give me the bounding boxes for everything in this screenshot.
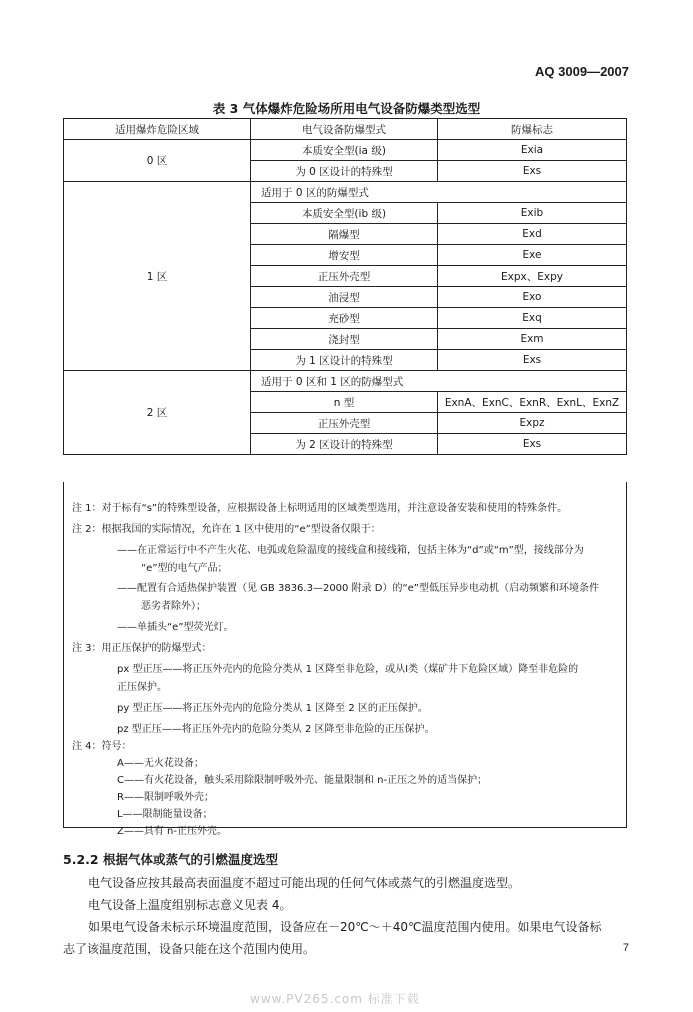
note-2-item-a: ——在正常运行中不产生火花、电弧或危险温度的接线盒和接线箱，包括主体为“d”或“m”型，接线部分为 [117, 545, 584, 556]
type-cell: 为 2 区设计的特殊型 [251, 434, 438, 455]
column-header: 防爆标志 [438, 119, 627, 140]
mark-cell: Exq [438, 308, 627, 329]
table-row [64, 371, 627, 392]
mark-cell: Exib [438, 203, 627, 224]
type-cell: 油浸型 [251, 287, 438, 308]
column-header: 电气设备防爆型式 [251, 119, 438, 140]
type-cell: 为 1 区设计的特殊型 [251, 350, 438, 371]
note-4-c: C——有火花设备，触头采用除限制呼吸外壳、能量限制和 n-正压之外的适当保护； [117, 775, 488, 786]
zone-cell: 0 区 [64, 140, 251, 182]
mark-cell: Exd [438, 224, 627, 245]
mark-cell: Exs [438, 350, 627, 371]
type-cell: 正压外壳型 [251, 266, 438, 287]
type-cell: 为 0 区设计的特殊型 [251, 161, 438, 182]
table-notes [63, 482, 627, 837]
type-cell: n 型 [251, 392, 438, 413]
note-2-item-b: ——配置有合适热保护装置（见 GB 3836.3—2000 附录 D）的“e”型低压异步电动机（启动频繁和环境条件 [117, 583, 599, 594]
note-3-pz: pz 型正压——将正压外壳内的危险分类从 2 区降至非危险的正压保护。 [117, 724, 435, 735]
table-row [64, 140, 627, 161]
mark-cell: Exm [438, 329, 627, 350]
mark-cell: Exo [438, 287, 627, 308]
paragraph-1: 电气设备应按其最高表面温度不超过可能出现的任何气体或蒸气的引燃温度选型。 [88, 876, 521, 890]
note-4-l: L——限制能量设备； [117, 809, 213, 820]
type-cell: 浇封型 [251, 329, 438, 350]
type-cell: 适用于 0 区和 1 区的防爆型式 [251, 371, 627, 392]
note-4-z: Z——具有 n-正压外壳。 [117, 826, 227, 837]
zone-cell: 2 区 [64, 371, 251, 455]
table-header-row [64, 119, 627, 140]
table-caption: 表 3 气体爆炸危险场所用电气设备防爆类型选型 [212, 101, 481, 116]
column-header: 适用爆炸危险区域 [64, 119, 251, 140]
watermark: www.PV265.com 标准下载 [250, 992, 420, 1006]
type-cell: 隔爆型 [251, 224, 438, 245]
type-cell: 充砂型 [251, 308, 438, 329]
type-cell: 增安型 [251, 245, 438, 266]
note-3-py: py 型正压——将正压外壳内的危险分类从 1 区降至 2 区的正压保护。 [117, 703, 428, 714]
mark-cell: Expx、Expy [438, 266, 627, 287]
standard-code: AQ 3009—2007 [535, 64, 629, 79]
type-cell: 本质安全型(ib 级) [251, 203, 438, 224]
type-cell: 适用于 0 区的防爆型式 [251, 182, 627, 203]
note-3-px: px 型正压——将正压外壳内的危险分类从 1 区降至非危险，或从Ⅰ类（煤矿井下危险区域）降至非危险的 [117, 664, 579, 675]
mark-cell: Exe [438, 245, 627, 266]
type-cell: 正压外壳型 [251, 413, 438, 434]
paragraph-2: 电气设备上温度组别标志意义见表 4。 [88, 898, 292, 912]
note-2-item-b-cont: 恶劣者除外）； [141, 601, 206, 612]
mark-cell: ExnA、ExnC、ExnR、ExnL、ExnZ [438, 392, 627, 413]
note-4-r: R——限制呼吸外壳； [117, 792, 214, 803]
paragraph-3: 如果电气设备未标示环境温度范围，设备应在－20℃～＋40℃温度范围内使用。如果电气设备标 [88, 920, 602, 934]
note-2-item-c: ——单插头“e”型荧光灯。 [117, 622, 234, 633]
note-3: 注 3：用正压保护的防爆型式： [72, 643, 212, 654]
note-3-px-cont: 正压保护。 [117, 682, 167, 693]
mark-cell: Expz [438, 413, 627, 434]
note-4-a: A——无火花设备； [117, 758, 204, 769]
note-4: 注 4：符号： [72, 741, 132, 752]
mark-cell: Exs [438, 161, 627, 182]
note-1: 注 1：对于标有“s”的特殊型设备，应根据设备上标明适用的区域类型选用，并注意设备安装和使用的特殊条件。 [72, 503, 568, 514]
mark-cell: Exia [438, 140, 627, 161]
type-cell: 本质安全型(ia 级) [251, 140, 438, 161]
section-heading: 5.2.2 根据气体或蒸气的引燃温度选型 [63, 852, 278, 867]
note-2-item-a-cont: “e”型的电气产品； [141, 563, 228, 574]
table-row [64, 182, 627, 203]
explosion-protection-table [63, 118, 627, 455]
note-2: 注 2：根据我国的实际情况，允许在 1 区中使用的“e”型设备仅限于： [72, 524, 381, 535]
page-number: 7 [622, 942, 629, 954]
paragraph-3-cont: 志了该温度范围，设备只能在这个范围内使用。 [63, 942, 316, 956]
zone-cell: 1 区 [64, 182, 251, 371]
mark-cell: Exs [438, 434, 627, 455]
